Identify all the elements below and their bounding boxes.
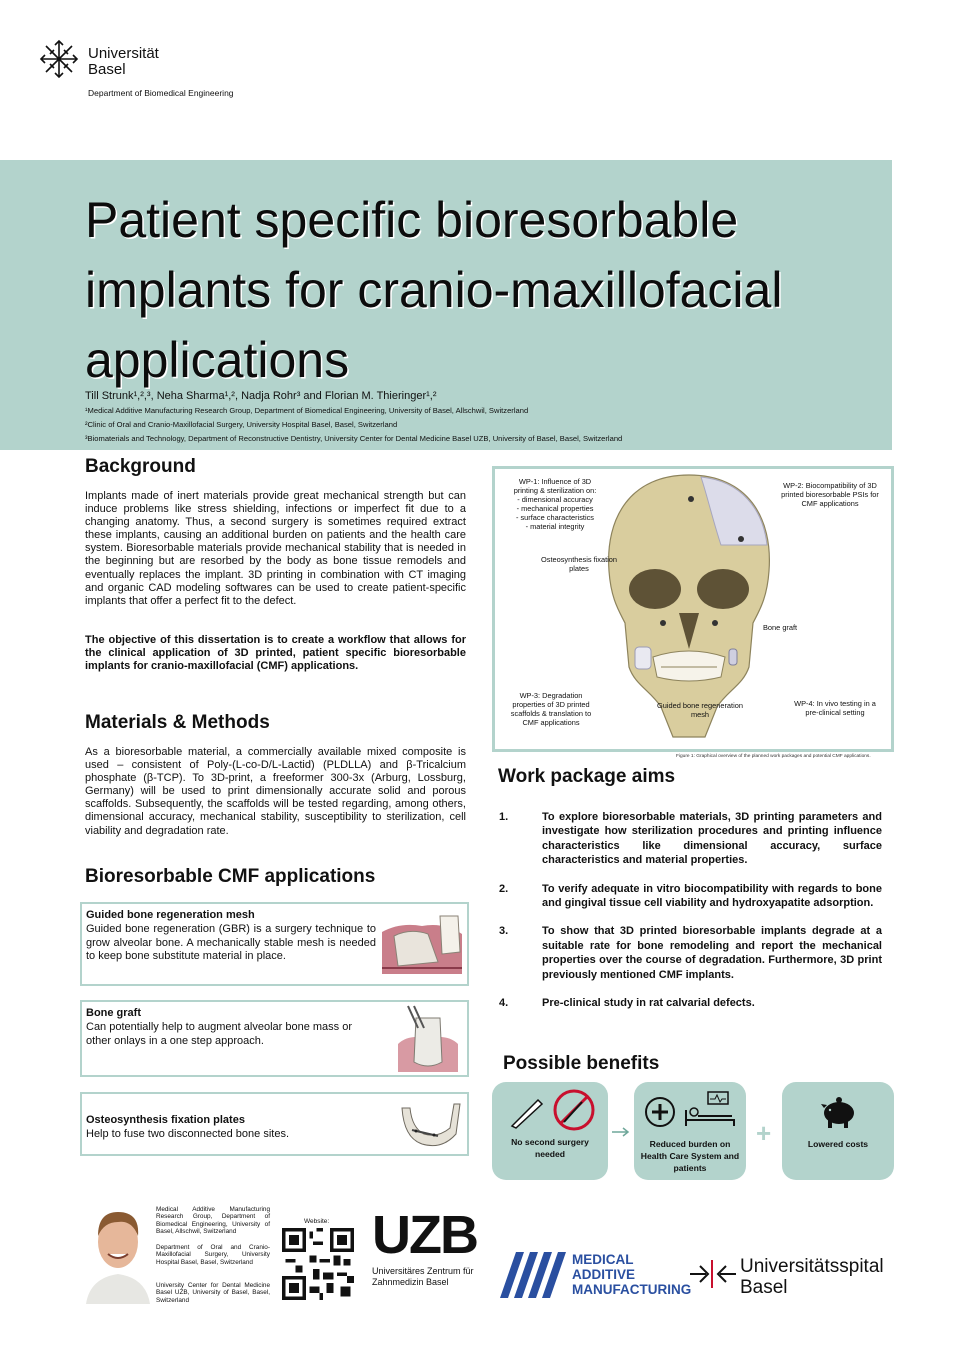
benefits-heading: Possible benefits	[503, 1053, 660, 1074]
background-paragraph: Implants made of inert materials provide great mechanical strength but can induce problems like stress shielding, infections or imperfect fit due to a changing anatomy. Thus, a second surgery is sometimes required extract these implants, causing an additional burden on patients and the health care system. Bioresorbable materials provide mechanical stability that is needed in the beginning but are resorbed by the body as bone tissue remodels and eventually replaces the implant. 3D printing in combination with CT imaging and organic CAD modeling softwares can be used to create patient-specific implants that offer a perfect fit to the defect.	[85, 490, 466, 607]
gbr-mesh-title: Guided bone regeneration mesh	[86, 909, 255, 921]
work-package-figure	[492, 466, 894, 752]
bone-graft-label: Bone graft	[763, 623, 798, 632]
gbr-mesh-body: Guided bone regeneration (GBR) is a surgery technique to grow alveolar bone. A mechanically stable mesh is needed to keep bone substitute material in place.	[86, 923, 376, 963]
gbr-mesh-illustration-icon	[380, 912, 464, 980]
usb-logo-text: Universitätsspital Basel	[740, 1256, 884, 1298]
gbr-mesh-box	[80, 902, 469, 986]
aim-text: To show that 3D printed bioresorbable implants degrade at a suitable rate for bone remodeling and report the mechanical properties over the course of degradation. Furthermore, 3D print previously mentioned CMF implants.	[542, 925, 882, 981]
footer-affiliation-2: Department of Oral and Cranio-Maxillofacial Surgery, University Hospital Basel, Basel, Switzerland	[156, 1244, 270, 1266]
aims-list	[497, 810, 882, 1024]
affiliation-3: ³Biomaterials and Technology, Department of Reconstructive Dentistry, University Center for Dental Medicine Basel UZB, University of Basel, Basel, Switzerland	[85, 434, 623, 443]
aim-number: 2.	[499, 882, 509, 895]
aim-item	[497, 882, 882, 911]
benefit-label-2: Reduced burden on Health Care System and patients	[640, 1139, 740, 1173]
background-heading: Background	[85, 456, 196, 477]
figure-caption: Figure 1: Graphical overview of the planned work packages and potential CMF applications.	[676, 754, 871, 759]
affiliation-1: ¹Medical Additive Manufacturing Research Group, Department of Biomedical Engineering, University of Basel, Allschwil, Switzerland	[85, 406, 529, 415]
gbr-mesh-label: Guided bone regeneration mesh	[657, 701, 743, 719]
aim-item	[497, 924, 882, 982]
wp1-item-3: - surface characteristics	[515, 513, 595, 522]
website-qr-code[interactable]	[282, 1228, 354, 1300]
fixation-plates-title: Osteosynthesis fixation plates	[86, 1114, 245, 1126]
aim-number: 4.	[499, 997, 509, 1010]
bone-graft-box	[80, 1000, 469, 1077]
department-name: Department of Biomedical Engineering	[88, 88, 234, 98]
benefit-lowered-costs	[782, 1082, 894, 1180]
aims-heading: Work package aims	[498, 766, 676, 787]
mandible-plate-illustration-icon	[398, 1098, 464, 1152]
uzb-logo-text: UZB	[372, 1205, 477, 1265]
wp3-label: WP-3: Degradation properties of 3D printed scaffolds & translation to CMF applications	[510, 691, 592, 727]
wp2-label: WP-2: Biocompatibility of 3D printed bioresorbable PSIs for CMF applications	[781, 481, 879, 508]
aim-item	[497, 996, 882, 1010]
arrow-right-icon	[610, 1126, 632, 1138]
osteosynthesis-label: Osteosynthesis fixation plates	[541, 555, 617, 573]
usb-logo-mark-icon	[690, 1256, 736, 1292]
aim-number: 3.	[499, 925, 509, 938]
fixation-plates-box	[80, 1092, 469, 1156]
mam-logo-text: MEDICAL ADDITIVE MANUFACTURING	[572, 1252, 692, 1297]
benefit-no-second-surgery	[492, 1082, 608, 1180]
benefit-label-3: Lowered costs	[807, 1139, 869, 1149]
fixation-plates-body: Help to fuse two disconnected bone sites.	[86, 1128, 290, 1140]
aim-text: To explore bioresorbable materials, 3D printing parameters and investigate how sterilization procedures and printing influence characteristics like dimensional accuracy, surface characteristics and material properties.	[542, 811, 882, 867]
bone-graft-title: Bone graft	[86, 1007, 141, 1019]
benefit-reduced-burden	[634, 1082, 746, 1180]
uzb-subtitle: Universitäres Zentrum für Zahnmedizin Basel	[372, 1266, 474, 1287]
author-list: Till Strunk¹,²,³, Neha Sharma¹,², Nadja Rohr³ and Florian M. Thieringer¹,²	[85, 390, 437, 402]
wp1-item-1: - dimensional accuracy	[517, 495, 593, 504]
university-name: Universität Basel	[88, 45, 159, 78]
aim-item	[497, 810, 882, 868]
poster-title: Patient specific bioresorbable implants for cranio-maxillofacial applications	[85, 192, 783, 388]
objective-paragraph: The objective of this dissertation is to create a workflow that allows for the clinical application of 3D printed, patient specific bioresorbable implants for cranio-maxillofacial (CMF) applications.	[85, 634, 466, 673]
website-label: Website:	[304, 1218, 330, 1225]
piggy-bank-icon	[820, 1096, 858, 1130]
applications-heading: Bioresorbable CMF applications	[85, 866, 376, 887]
aim-text: Pre-clinical study in rat calvarial defects.	[542, 997, 755, 1010]
methods-paragraph: As a bioresorbable material, a commercially available mixed composite is used – consistent of Poly-(L-co-D/L-Lactid) (PLDLLA) and β-Tricalcium phosphate (β-TCP). To 3D-print, a freeformer 300-3x (Arburg, Lossburg, Germany) will be used to print dimensionally accurate solid and porous scaffolds. Subsequently, the scaffolds will be tested regarding, among others, dimensional accuracy, mechanical stability, susceptibility to sterilization, cell viability and degradation rate.	[85, 746, 466, 837]
no-scalpel-icon	[508, 1088, 598, 1132]
hospital-bed-icon	[642, 1090, 738, 1130]
bone-graft-body: Can potentially help to augment alveolar bone mass or other onlays in a one step approach.	[86, 1021, 352, 1047]
bone-graft-illustration-icon	[388, 1004, 464, 1074]
wp1-item-4: - material integrity	[525, 522, 585, 531]
aim-text: To verify adequate in vitro biocompatibility with regards to bone and gingival tissue cell viability and hydroxyapatite adsorption.	[542, 882, 882, 910]
affiliation-2: ²Clinic of Oral and Cranio-Maxillofacial Surgery, University Hospital Basel, Basel, Switzerland	[85, 420, 398, 429]
methods-heading: Materials & Methods	[85, 712, 270, 733]
benefit-label-1: No second surgery needed	[511, 1137, 589, 1159]
aim-number: 1.	[499, 811, 509, 823]
wp1-title: WP-1: Influence of 3D printing & sterilization on:	[513, 477, 597, 495]
wp4-label: WP-4: In vivo testing in a pre-clinical setting	[794, 699, 876, 717]
footer-affiliation-3: University Center for Dental Medicine Basel UZB, University of Basel, Basel, Switzerland	[156, 1282, 270, 1304]
mam-logo-mark-icon	[500, 1252, 566, 1298]
unibas-emblem-icon	[38, 38, 80, 80]
author-portrait	[84, 1200, 152, 1304]
footer-affiliation-1: Medical Additive Manufacturing Research Group, Department of Biomedical Engineering, University of Basel, Allschwil, Switzerland	[156, 1206, 270, 1236]
plus-icon: +	[756, 1118, 772, 1148]
wp1-item-2: - mechanical properties	[516, 504, 594, 513]
